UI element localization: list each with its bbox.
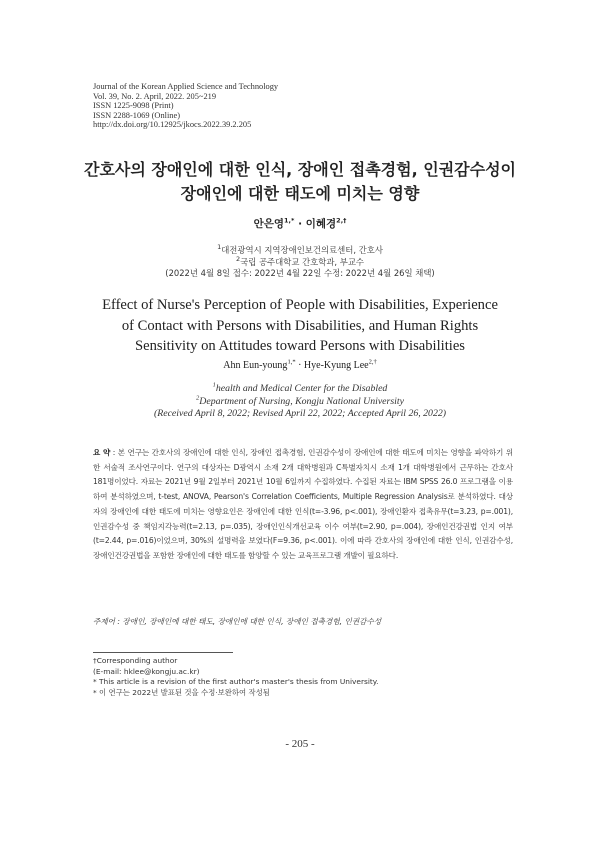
english-authors [0,360,600,371]
english-title-line3: Sensitivity on Attitudes toward Persons with Disabilities [135,338,465,354]
korean-title-line2: 장애인에 대한 태도에 미치는 영향 [180,184,420,203]
korean-authors [0,216,600,231]
thesis-note-en: * This article is a revision of the first author's master's thesis from University. [93,677,379,686]
english-affiliations [0,383,600,421]
keywords: 주제어 : 장애인, 장애인에 대한 태도, 장애인에 대한 인식, 장애인 접촉경험, 인권감수성 [93,617,382,626]
english-title [70,295,530,357]
journal-name: Journal of the Korean Applied Science and Technology [93,82,279,91]
korean-author1-sup: 1,* [284,216,295,225]
footnote-divider [93,652,233,653]
abstract-text: : 본 연구는 간호사의 장애인에 대한 인식, 장애인 접촉경험, 인권감수성이 장애인에 대한 태도에 미치는 영향을 파악하기 위한 서술적 조사연구이다. 연구의 대상자는 D광역시 소재 2개 대학병원과 C특별자치시 소재 1개 대학병원에서 근무하는 간호사 181명이었다. 자료는 2021년 9월 2일부터 2021년 10월 6일까지 수집하였다. 수집된 자료는 IBM SPSS 26.0 프로그램을 이용하여 분석하였으며, t-test, ANOVA, Pearson's Correlation Coefficients, Multiple Regression Analysis로 분석하였다. 대상자의 장애인에 대한 태도에 미치는 영향요인은 장애인에 대한 인식(t=-3.96, p<.001), 장애인환자 접촉유무(t=3.23, p=.001), 인권감수성 중 책임지각능력(t=2.13, p=.035), 장애인인식개선교육 이수 여부(t=2.90, p=.004), 장애인건강권법 인지 여부(t=2.44, p=.016)이었으며, 30%의 설명력을 보였다(F=9.36, p<.001). 이에 따라 간호사의 장애인에 대한 인식, 인권감수성, 장애인건강권법을 포함한 장애인에 대한 태도를 함양할 수 있는 교육프로그램 개발이 필요하다. [93,448,513,560]
english-author2-sup: 2,† [368,358,377,366]
korean-author2: 이혜경 [305,218,337,230]
korean-author1: 안은영 [253,218,285,230]
english-author-separator: · [295,360,304,371]
thesis-note-ko: * 이 연구는 2022년 발표된 것을 수정·보완하여 작성됨 [93,687,270,697]
footnotes [93,656,513,698]
korean-affiliations [0,245,600,280]
issn-print: ISSN 1225-9098 (Print) [93,101,174,111]
korean-author-separator: · [294,218,306,230]
journal-info [93,82,513,130]
english-affil-1: $^1$health and Medical Center for the Disabled [212,381,388,394]
corresponding-email[interactable]: (E-mail: hklee@kongju.ac.kr) [93,666,200,676]
page-number: - 205 - [285,738,315,750]
abstract-label: 요 약 [93,448,111,457]
journal-volume: Vol. 39, No. 2. April, 2022. 205~219 [93,91,217,101]
korean-title [60,158,540,206]
issn-online: ISSN 2288-1069 (Online) [93,110,181,120]
english-title-line1: Effect of Nurse's Perception of People with Disabilities, Experience [102,297,498,313]
korean-affil-1: $^1$대전광역시 지역장애인보건의료센터, 간호사 [217,243,383,255]
corresponding-author: †Corresponding author [93,656,178,665]
korean-author2-sup: 2,† [336,216,347,225]
korean-affil-2: $^2$국립 공주대학교 간호학과, 부교수 [235,254,365,267]
english-title-line2: of Contact with Persons with Disabilities, and Human Rights [121,317,479,334]
doi-link[interactable]: http://dx.doi.org/10.12925/jkocs.2022.39.2.205 [93,120,252,130]
english-author1-sup: 1,* [287,358,296,366]
english-author2: Hye-Kyung Lee [303,360,369,371]
abstract [93,446,513,564]
english-author1: Ahn Eun-young [223,360,288,371]
english-affil-2: $^2$Department of Nursing, Kongju National University [196,394,404,407]
korean-title-line1: 간호사의 장애인에 대한 인식, 장애인 접촉경험, 인권감수성이 [84,160,516,179]
english-dates: (Received April 8, 2022; Revised April 22, 2022; Accepted April 26, 2022) [153,408,447,419]
korean-dates: (2022년 4월 8일 접수: 2022년 4월 22일 수정: 2022년 4월 26일 채택) [165,268,435,278]
